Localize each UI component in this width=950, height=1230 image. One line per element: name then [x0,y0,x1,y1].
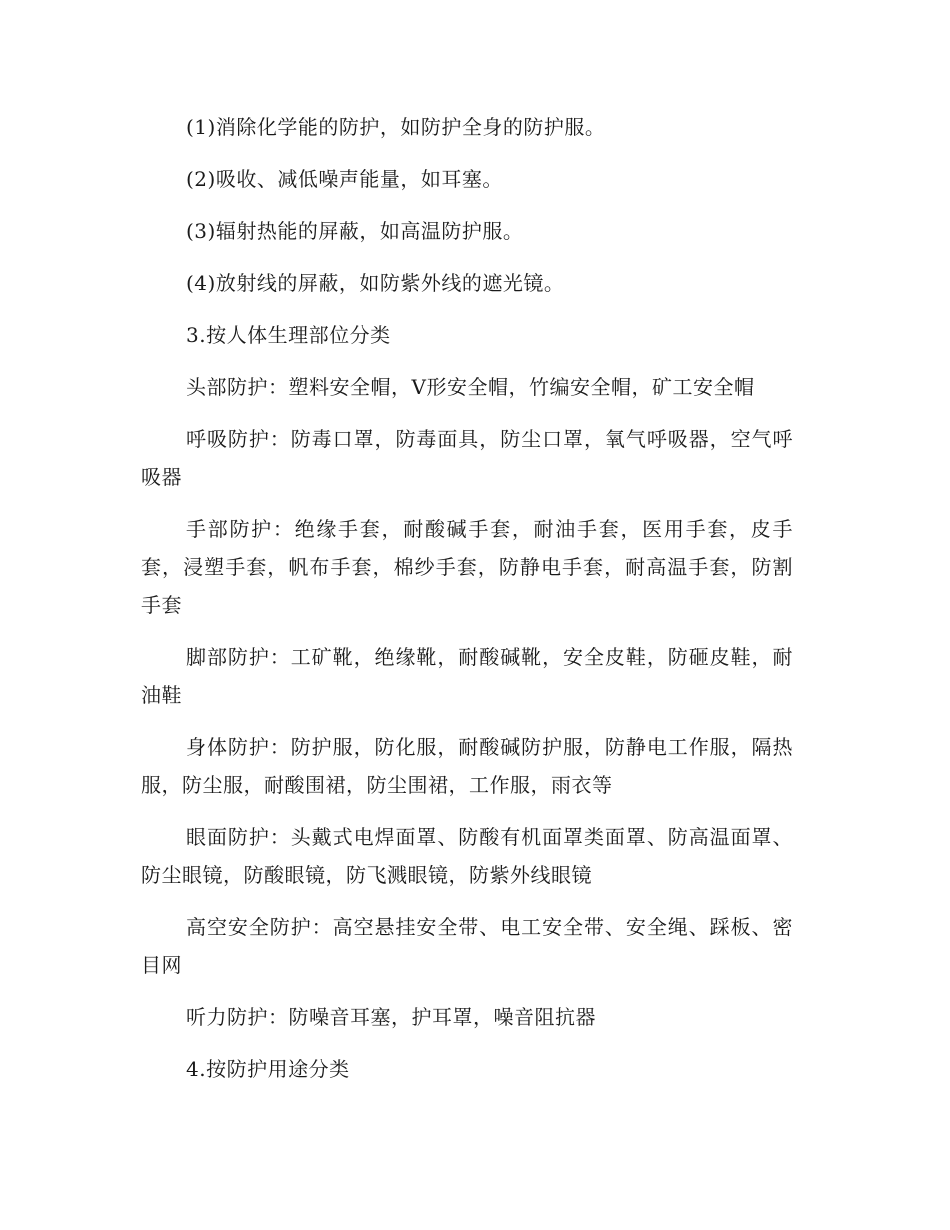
paragraph-hand-protection: 手部防护：绝缘手套，耐酸碱手套，耐油手套，医用手套，皮手套，浸塑手套，帆布手套，棉纱手套，防静电手套，耐高温手套，防割手套 [141,517,793,617]
paragraph-protection-radiation: (4)放射线的屏蔽，如防紫外线的遮光镜。 [186,271,565,295]
paragraph-hearing-protection: 听力防护：防噪音耳塞，护耳罩，噪音阻抗器 [186,1005,596,1029]
paragraph-body-protection: 身体防护：防护服，防化服，耐酸碱防护服，防静电工作服，隔热服，防尘服，耐酸围裙，防尘围裙，工作服，雨衣等 [141,735,793,797]
paragraph-protection-noise: (2)吸收、减低噪声能量，如耳塞。 [186,167,503,191]
paragraph-fall-protection: 高空安全防护：高空悬挂安全带、电工安全带、安全绳、踩板、密目网 [141,915,793,977]
paragraph-protection-chemical: (1)消除化学能的防护，如防护全身的防护服。 [186,115,606,139]
paragraph-head-protection: 头部防护：塑料安全帽，V形安全帽，竹编安全帽，矿工安全帽 [186,375,755,399]
paragraph-respiratory-protection: 呼吸防护：防毒口罩，防毒面具，防尘口罩，氧气呼吸器，空气呼吸器 [141,427,793,489]
paragraph-foot-protection: 脚部防护：工矿靴，绝缘靴，耐酸碱靴，安全皮鞋，防砸皮鞋，耐油鞋 [141,645,793,707]
paragraph-protection-heat: (3)辐射热能的屏蔽，如高温防护服。 [186,219,524,243]
section-heading-body-parts: 3.按人体生理部位分类 [186,323,391,347]
paragraph-eye-face-protection: 眼面防护：头戴式电焊面罩、防酸有机面罩类面罩、防高温面罩、防尘眼镜，防酸眼镜，防飞溅眼镜，防紫外线眼镜 [141,825,793,887]
section-heading-usage: 4.按防护用途分类 [186,1057,350,1081]
document-body [141,108,793,1102]
